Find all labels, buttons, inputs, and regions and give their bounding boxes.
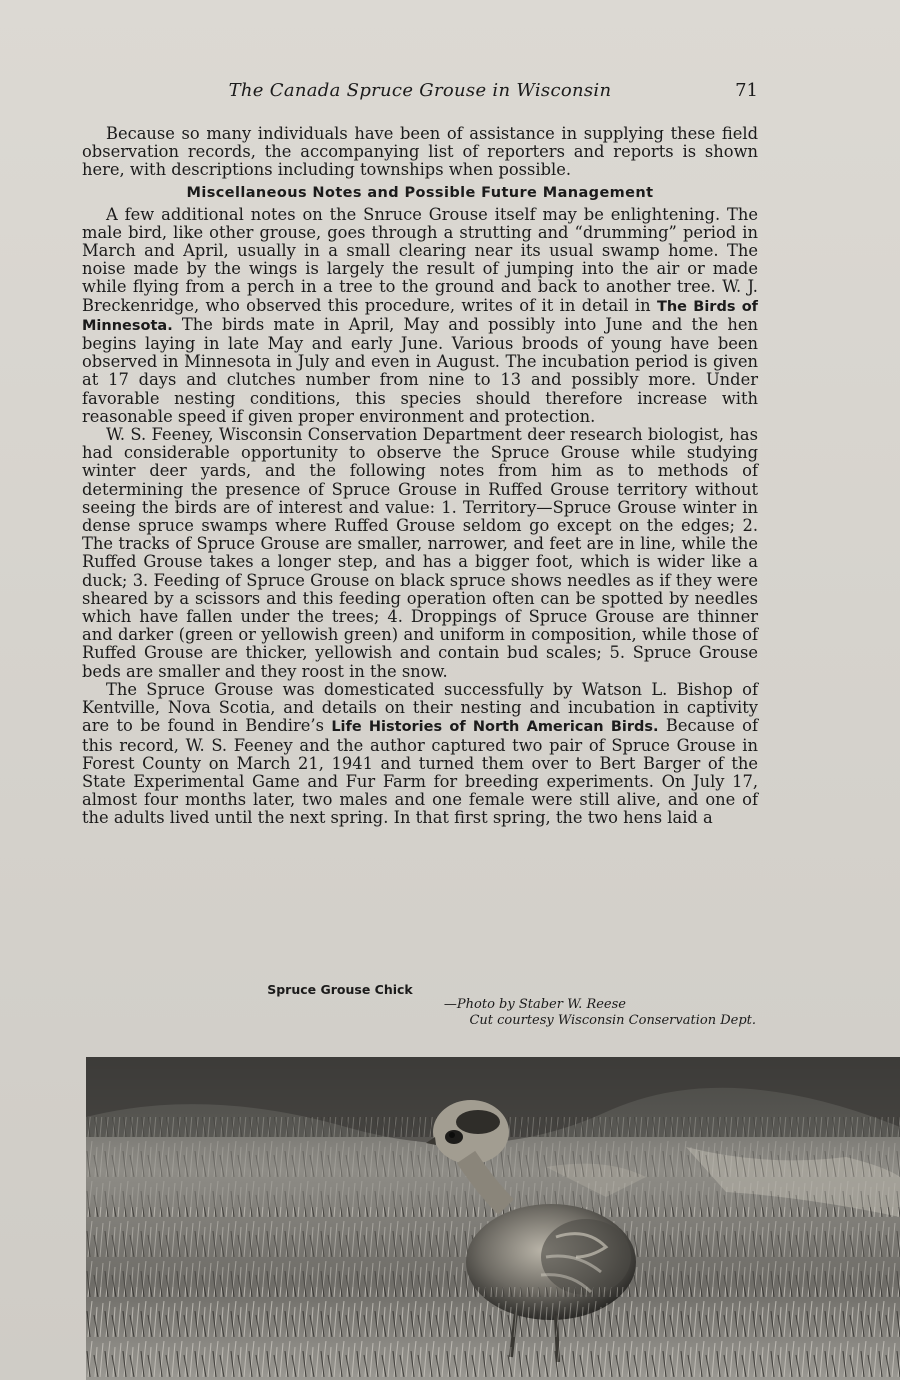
article-body [82, 125, 758, 828]
paragraph-notes [82, 206, 758, 426]
paragraph-intro: Because so many individuals have been of assistance in supplying these field observation records, the accompanying list of reporters and reports is shown here, with descriptions including townships when possible. [82, 124, 758, 180]
book-title-birds-of-minnesota: The Birds of Minnesota. [82, 298, 758, 334]
photo-credit: —Photo by Staber W. Reese [443, 997, 626, 1012]
paragraph-domestication-text-b: Because of this record, W. S. Feeney and the author captured two pair of Spruce Grouse in Forest County on March 21, 1941 and turned them over to Bert Barger of the State Experimental Game and Fur Farm for breeding experiments. On July 17, almost four months later, two males and one female were still alive, and one of the adults lived until the next spring. In that first spring, the two hens laid a [82, 716, 758, 828]
cut-credit: Cut courtesy Wisconsin Conservation Dept. [469, 1013, 756, 1028]
photo-caption [82, 982, 758, 1029]
section-heading: Miscellaneous Notes and Possible Future Management [186, 184, 654, 201]
page-number: 71 [735, 80, 758, 101]
paragraph-domestication [82, 681, 758, 828]
photo-image [86, 1057, 900, 1380]
paragraph-feeney: W. S. Feeney, Wisconsin Conservation Department deer research biologist, has had considerable opportunity to observe the Spruce Grouse while studying winter deer yards, and the following notes from him as to methods of determining the presence of Spruce Grouse in Ruffed Grouse territory without seeing the birds are of interest and value: 1. Territory—Spruce Grouse winter in dense spruce swamps where Ruffed Grouse seldom go except on the edges; 2. The tracks of Spruce Grouse are smaller, narrower, and feet are in line, while the Ruffed Grouse takes a longer step, and has a bigger foot, which is wider like a duck; 3. Feeding of Spruce Grouse on black spruce shows needles as if they were sheared by a scissors and this feeding operation often can be spotted by needles which have fallen under the trees; 4. Droppings of Spruce Grouse are thinner and darker (green or yellowish green) and uniform in composition, while those of Ruffed Grouse are thicker, yellowish and contain bud scales; 5. Spruce Grouse beds are smaller and they roost in the snow. [82, 425, 758, 681]
caption-title: Spruce Grouse Chick [267, 982, 413, 997]
running-title: The Canada Spruce Grouse in Wisconsin [228, 80, 612, 101]
paragraph-notes-text-a: A few additional notes on the Snruce Grouse itself may be enlightening. The male bird, like other grouse, goes through a strutting and “drumming” period in March and April, usually in a small clearing near its usual swamp home. The noise made by the wings is largely the result of jumping into the air or made while flying from a perch in a tree to the ground and back to another tree. W. J. Breckenridge, who observed this procedure, writes of it in detail in [82, 204, 758, 315]
paragraph-notes-text-b: The birds mate in April, May and possibly into June and the hen begins laying in late May and early June. Various broods of young have been observed in Minnesota in July and even in August. The incubation period is given at 17 days and clutches number from nine to 13 and possibly more. Under favorable nesting conditions, this species should therefore increase with reasonable speed if given proper environment and protection. [82, 314, 758, 426]
running-header [82, 80, 758, 106]
spruce-grouse-chick-photo [86, 1057, 900, 1380]
book-title-life-histories: Life Histories of North American Birds. [331, 719, 659, 736]
paragraph-domestication-text-a: The Spruce Grouse was domesticated successfully by Watson L. Bishop of Kentville, Nova Scotia, and details on their nesting and incubation in captivity are to be found in Bendire’s [82, 679, 758, 736]
